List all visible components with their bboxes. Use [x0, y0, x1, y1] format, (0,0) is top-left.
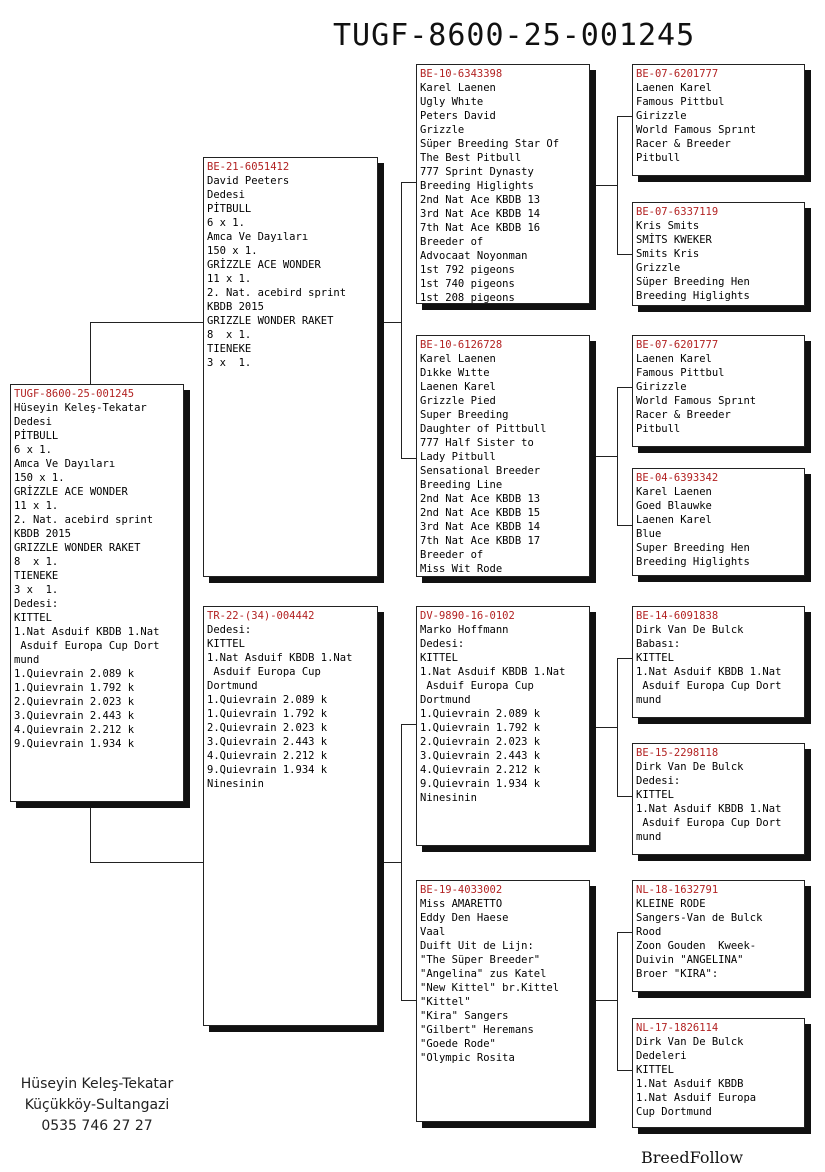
pedigree-line: GRIZZLE WONDER RAKET	[14, 542, 141, 554]
pedigree-line: David Peeters	[207, 175, 290, 187]
pedigree-line: Smits Kris	[636, 248, 700, 260]
pedigree-line: 150 x 1.	[207, 245, 258, 257]
pedigree-line: Amca Ve Dayıları	[14, 458, 116, 470]
pedigree-line: KITTEL	[636, 1064, 674, 1076]
pedigree-line: "Angelina" zus Katel	[420, 968, 547, 980]
brand-logo: BreedFollow	[641, 1148, 744, 1167]
pedigree-line: 11 x 1.	[14, 500, 59, 512]
pedigree-line: Laenen Karel	[636, 82, 712, 94]
pedigree-line: Asduif Europa Cup Dort	[636, 817, 782, 829]
pedigree-line: SMİTS KWEKER	[636, 234, 712, 246]
pedigree-line: Grizzle	[420, 124, 465, 136]
pedigree-line: 3.Quievrain 2.443 k	[420, 750, 541, 762]
pedigree-line: "Goede Rode"	[420, 1038, 496, 1050]
pedigree-line: Sangers-Van de Bulck	[636, 912, 763, 924]
pedigree-line: "Kittel"	[420, 996, 471, 1008]
pedigree-line: Asduif Europa Cup Dort	[636, 680, 782, 692]
ring-number: NL-18-1632791	[636, 884, 719, 896]
pedigree-line: Vaal	[420, 926, 446, 938]
pedigree-line: Dedesi	[14, 416, 52, 428]
connector	[401, 458, 417, 459]
connector	[591, 1000, 617, 1001]
connector	[617, 116, 618, 254]
pedigree-line: KLEINE RODE	[636, 898, 706, 910]
pedigree-line: 1.Nat Asduif Europa	[636, 1092, 757, 1104]
pedigree-line: Asduif Europa Cup	[207, 666, 321, 678]
pedigree-line: 7th Nat Ace KBDB 16	[420, 222, 541, 234]
ring-number: NL-17-1826114	[636, 1022, 719, 1034]
subject-card	[10, 384, 184, 802]
pedigree-line: 7th Nat Ace KBDB 17	[420, 535, 541, 547]
pedigree-line: Zoon Gouden Kweek-	[636, 940, 757, 952]
pedigree-line: Duivin "ANGELINA"	[636, 954, 744, 966]
ring-number: TUGF-8600-25-001245	[14, 388, 135, 400]
pedigree-line: Rood	[636, 926, 662, 938]
ggp-card-7	[632, 880, 805, 992]
pedigree-line: Asduif Europa Cup	[420, 680, 534, 692]
connector	[617, 387, 618, 525]
pedigree-line: Karel Laenen	[420, 353, 496, 365]
connector	[401, 724, 402, 1000]
pedigree-line: Asduif Europa Cup Dort	[14, 640, 160, 652]
pedigree-line: Peters David	[420, 110, 496, 122]
pedigree-line: 6 x 1.	[14, 444, 52, 456]
pedigree-line: mund	[636, 694, 662, 706]
ring-number: TR-22-(34)-004442	[207, 610, 315, 622]
pedigree-line: 11 x 1.	[207, 273, 252, 285]
pedigree-line: Goed Blauwke	[636, 500, 712, 512]
ring-number: BE-07-6201777	[636, 339, 719, 351]
pedigree-line: mund	[14, 654, 40, 666]
pedigree-line: 9.Quievrain 1.934 k	[207, 764, 328, 776]
pedigree-line: Famous Pittbul	[636, 96, 725, 108]
pedigree-line: Pitbull	[636, 423, 681, 435]
pedigree-line: Eddy Den Haese	[420, 912, 509, 924]
connector	[617, 796, 633, 797]
pedigree-line: KBDB 2015	[207, 301, 264, 313]
pedigree-line: Breeding Higlights	[636, 290, 750, 302]
pedigree-line: "Kira" Sangers	[420, 1010, 509, 1022]
pedigree-line: Breeding Higlights	[420, 180, 534, 192]
pedigree-line: GRİZZLE ACE WONDER	[14, 486, 128, 498]
pedigree-line: Marko Hoffmann	[420, 624, 509, 636]
pedigree-line: 1.Nat Asduif KBDB 1.Nat	[207, 652, 353, 664]
pedigree-line: 777 Sprint Dynasty	[420, 166, 534, 178]
pedigree-line: Breeding Higlights	[636, 556, 750, 568]
pedigree-line: KITTEL	[636, 652, 674, 664]
pedigree-line: 1.Quievrain 1.792 k	[207, 708, 328, 720]
pedigree-line: World Famous Sprınt	[636, 124, 757, 136]
connector	[591, 456, 617, 457]
pedigree-line: Süper Breeding Star Of	[420, 138, 560, 150]
pedigree-line: Miss Wit Rode	[420, 563, 503, 575]
pedigree-line: mund	[636, 831, 662, 843]
dam-card	[203, 606, 378, 1026]
pedigree-line: 3.Quievrain 2.443 k	[207, 736, 328, 748]
pedigree-line: 9.Quievrain 1.934 k	[14, 738, 135, 750]
pedigree-line: 1st 792 pigeons	[420, 264, 515, 276]
pedigree-line: Laenen Karel	[636, 514, 712, 526]
connector	[401, 182, 402, 458]
pedigree-line: Dedesi:	[207, 624, 252, 636]
sire-sire-card	[416, 64, 590, 304]
pedigree-line: KITTEL	[420, 652, 458, 664]
pedigree-line: Dortmund	[420, 694, 471, 706]
pedigree-line: Daughter of Pittbull	[420, 423, 547, 435]
pedigree-line: 1.Nat Asduif KBDB	[636, 1078, 744, 1090]
pedigree-line: 9.Quievrain 1.934 k	[420, 778, 541, 790]
pedigree-line: Dedesi:	[420, 638, 465, 650]
connector	[617, 932, 618, 1070]
connector	[401, 182, 417, 183]
connector	[617, 525, 633, 526]
pedigree-line: 2. Nat. acebird sprint	[14, 514, 154, 526]
pedigree-line: The Best Pitbull	[420, 152, 522, 164]
connector	[617, 1070, 633, 1071]
pedigree-line: 2.Quievrain 2.023 k	[207, 722, 328, 734]
connector	[617, 658, 633, 659]
pedigree-line: Advocaat Noyonman	[420, 250, 528, 262]
pedigree-title: TUGF-8600-25-001245	[333, 18, 696, 53]
pedigree-line: 1.Nat Asduif KBDB 1.Nat	[636, 803, 782, 815]
connector	[90, 322, 91, 385]
ggp-card-5	[632, 606, 805, 718]
pedigree-line: Famous Pittbul	[636, 367, 725, 379]
pedigree-line: Babası:	[636, 638, 681, 650]
ggp-card-1	[632, 64, 805, 176]
pedigree-line: Grizzle Pied	[420, 395, 496, 407]
pedigree-line: TIENEKE	[207, 343, 252, 355]
connector	[591, 727, 617, 728]
pedigree-line: 1.Nat Asduif KBDB 1.Nat	[636, 666, 782, 678]
pedigree-line: 8 x 1.	[207, 329, 252, 341]
pedigree-line: Dedesi:	[14, 598, 59, 610]
ring-number: BE-07-6337119	[636, 206, 719, 218]
pedigree-line: 3 x 1.	[14, 584, 59, 596]
pedigree-line: GRIZZLE WONDER RAKET	[207, 315, 334, 327]
pedigree-line: 1st 208 pigeons	[420, 292, 515, 304]
pedigree-line: 150 x 1.	[14, 472, 65, 484]
pedigree-line: Breeding Line	[420, 479, 503, 491]
pedigree-line: 2.Quievrain 2.023 k	[14, 696, 135, 708]
pedigree-line: PİTBULL	[207, 203, 252, 215]
pedigree-line: GRİZZLE ACE WONDER	[207, 259, 321, 271]
pedigree-line: Ninesinin	[207, 778, 264, 790]
pedigree-line: Dedesi	[207, 189, 245, 201]
pedigree-line: World Famous Sprınt	[636, 395, 757, 407]
pedigree-line: 2. Nat. acebird sprint	[207, 287, 347, 299]
pedigree-line: 1.Nat Asduif KBDB 1.Nat	[420, 666, 566, 678]
ring-number: BE-15-2298118	[636, 747, 719, 759]
pedigree-line: Cup Dortmund	[636, 1106, 712, 1118]
pedigree-line: Dedesi:	[636, 775, 681, 787]
pedigree-line: Hüseyin Keleş-Tekatar	[14, 402, 147, 414]
pedigree-line: 2nd Nat Ace KBDB 13	[420, 493, 541, 505]
pedigree-line: Miss AMARETTO	[420, 898, 503, 910]
owner-name: Hüseyin Keleş-Tekatar	[20, 1076, 174, 1092]
pedigree-line: 1.Quievrain 2.089 k	[420, 708, 541, 720]
pedigree-line: Dortmund	[207, 680, 258, 692]
owner-contact	[12, 1074, 182, 1137]
pedigree-line: 2nd Nat Ace KBDB 15	[420, 507, 541, 519]
ggp-card-6	[632, 743, 805, 855]
connector	[617, 116, 633, 117]
connector	[90, 322, 204, 323]
ring-number: BE-04-6393342	[636, 472, 719, 484]
pedigree-line: "Gilbert" Heremans	[420, 1024, 534, 1036]
pedigree-line: Sensational Breeder	[420, 465, 541, 477]
pedigree-line: Breeder of	[420, 236, 484, 248]
pedigree-line: Racer & Breeder	[636, 409, 731, 421]
connector	[90, 862, 204, 863]
pedigree-line: 4.Quievrain 2.212 k	[14, 724, 135, 736]
ggp-card-2	[632, 202, 805, 306]
ring-number: BE-10-6343398	[420, 68, 503, 80]
connector	[617, 387, 633, 388]
connector	[617, 932, 633, 933]
pedigree-line: Super Breeding	[420, 409, 509, 421]
pedigree-line: 3rd Nat Ace KBDB 14	[420, 208, 541, 220]
connector	[401, 1000, 417, 1001]
pedigree-line: "The Süper Breeder"	[420, 954, 541, 966]
pedigree-line: Dirk Van De Bulck	[636, 1036, 744, 1048]
pedigree-line: Grizzle	[636, 262, 681, 274]
pedigree-line: 3rd Nat Ace KBDB 14	[420, 521, 541, 533]
pedigree-line: 4.Quievrain 2.212 k	[420, 764, 541, 776]
ring-number: DV-9890-16-0102	[420, 610, 515, 622]
dam-sire-card	[416, 606, 590, 846]
pedigree-line: Breeder of	[420, 549, 484, 561]
ring-number: BE-07-6201777	[636, 68, 719, 80]
pedigree-line: 4.Quievrain 2.212 k	[207, 750, 328, 762]
dam-dam-card	[416, 880, 590, 1122]
pedigree-line: Süper Breeding Hen	[636, 276, 750, 288]
pedigree-line: KITTEL	[14, 612, 52, 624]
pedigree-line: 777 Half Sister to	[420, 437, 534, 449]
pedigree-line: 3 x 1.	[207, 357, 252, 369]
connector	[401, 724, 417, 725]
connector	[378, 862, 402, 863]
ring-number: BE-21-6051412	[207, 161, 290, 173]
pedigree-line: "Olympic Rosita	[420, 1052, 515, 1064]
pedigree-line: 2nd Nat Ace KBDB 13	[420, 194, 541, 206]
pedigree-line: Dirk Van De Bulck	[636, 624, 744, 636]
pedigree-line: 2.Quievrain 2.023 k	[420, 736, 541, 748]
pedigree-line: Karel Laenen	[636, 486, 712, 498]
pedigree-line: Lady Pitbull	[420, 451, 496, 463]
pedigree-line: KBDB 2015	[14, 528, 71, 540]
pedigree-line: Blue	[636, 528, 662, 540]
connector	[617, 658, 618, 796]
pedigree-line: Pitbull	[636, 152, 681, 164]
pedigree-line: 1.Nat Asduif KBDB 1.Nat	[14, 626, 160, 638]
pedigree-line: Duift Uit de Lijn:	[420, 940, 534, 952]
pedigree-line: Laenen Karel	[636, 353, 712, 365]
pedigree-line: PİTBULL	[14, 430, 59, 442]
pedigree-line: 1st 740 pigeons	[420, 278, 515, 290]
pedigree-line: 1.Quievrain 2.089 k	[14, 668, 135, 680]
ring-number: BE-14-6091838	[636, 610, 719, 622]
pedigree-line: KITTEL	[636, 789, 674, 801]
ring-number: BE-10-6126728	[420, 339, 503, 351]
pedigree-line: 6 x 1.	[207, 217, 245, 229]
connector	[90, 801, 91, 862]
pedigree-line: Laenen Karel	[420, 381, 496, 393]
connector	[591, 185, 617, 186]
pedigree-line: Dıkke Wıtte	[420, 367, 490, 379]
pedigree-line: Racer & Breeder	[636, 138, 731, 150]
ggp-card-4	[632, 468, 805, 576]
ggp-card-8	[632, 1018, 805, 1128]
pedigree-line: KITTEL	[207, 638, 245, 650]
sire-card	[203, 157, 378, 577]
owner-address: Küçükköy-Sultangazi	[24, 1097, 170, 1113]
owner-phone: 0535 746 27 27	[41, 1118, 153, 1134]
connector	[617, 254, 633, 255]
pedigree-line: Girizzle	[636, 110, 687, 122]
pedigree-line: Dedeleri	[636, 1050, 687, 1062]
pedigree-line: "New Kittel" br.Kittel	[420, 982, 560, 994]
pedigree-line: TIENEKE	[14, 570, 59, 582]
pedigree-line: 8 x 1.	[14, 556, 59, 568]
pedigree-line: Super Breeding Hen	[636, 542, 750, 554]
pedigree-line: Ugly Whıte	[420, 96, 484, 108]
sire-dam-card	[416, 335, 590, 577]
pedigree-line: 1.Quievrain 1.792 k	[420, 722, 541, 734]
pedigree-line: 1.Quievrain 2.089 k	[207, 694, 328, 706]
ring-number: BE-19-4033002	[420, 884, 503, 896]
pedigree-line: Dirk Van De Bulck	[636, 761, 744, 773]
pedigree-line: Amca Ve Dayıları	[207, 231, 309, 243]
pedigree-line: Broer "KIRA":	[636, 968, 719, 980]
pedigree-line: Ninesinin	[420, 792, 477, 804]
pedigree-line: Kris Smits	[636, 220, 700, 232]
pedigree-line: 3.Quievrain 2.443 k	[14, 710, 135, 722]
connector	[378, 322, 402, 323]
ggp-card-3	[632, 335, 805, 447]
pedigree-line: Karel Laenen	[420, 82, 496, 94]
pedigree-line: Girizzle	[636, 381, 687, 393]
pedigree-line: 1.Quievrain 1.792 k	[14, 682, 135, 694]
